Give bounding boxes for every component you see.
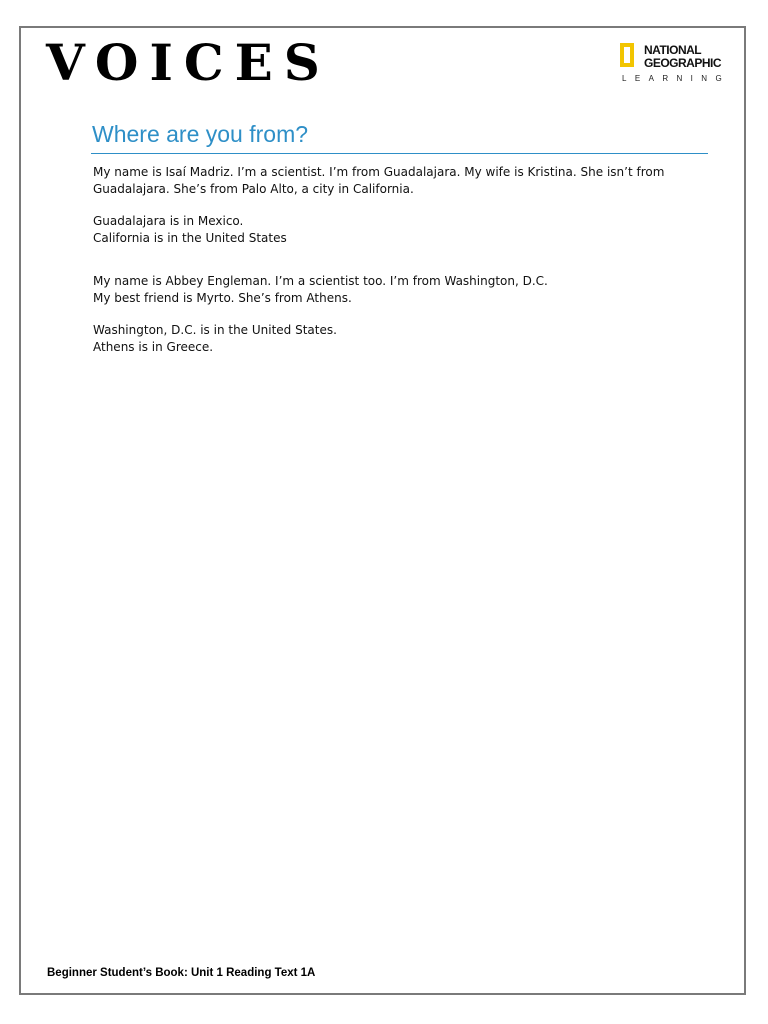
yellow-rectangle-icon xyxy=(620,43,634,67)
paragraph-abbey-locations xyxy=(93,322,337,355)
voices-brand-title: VOICES xyxy=(46,33,331,92)
paragraph-isai-locations xyxy=(93,213,287,246)
national-geographic-learning-logo xyxy=(618,42,731,86)
paragraph-line: My best friend is Myrto. She’s from Athens. xyxy=(93,290,352,305)
paragraph-line: Washington, D.C. is in the United States. xyxy=(93,323,337,337)
paragraph-line: Athens is in Greece. xyxy=(93,339,214,354)
section-heading: Where are you from? xyxy=(92,121,309,147)
paragraph-line: My name is Isaí Madriz. I’m a scientist. I’m from Guadalajara. My wife is Kristina. She isn’t from xyxy=(93,165,665,179)
paragraph-line: California is in the United States xyxy=(93,230,287,245)
paragraph-abbey-intro xyxy=(93,273,548,306)
paragraph-line: Guadalajara. She’s from Palo Alto, a city in California. xyxy=(93,181,414,196)
footer-source-caption: Beginner Student’s Book: Unit 1 Reading Text 1A xyxy=(47,967,316,979)
paragraph-isai-intro xyxy=(93,164,664,197)
heading-underline-divider xyxy=(91,153,708,154)
logo-line-geographic: GEOGRAPHIC xyxy=(644,56,722,70)
paragraph-line: Guadalajara is in Mexico. xyxy=(93,214,244,228)
logo-line-learning: LEARNING xyxy=(622,74,731,83)
paragraph-line: My name is Abbey Engleman. I’m a scientist too. I’m from Washington, D.C. xyxy=(93,274,548,288)
logo-line-national: NATIONAL xyxy=(644,43,702,57)
